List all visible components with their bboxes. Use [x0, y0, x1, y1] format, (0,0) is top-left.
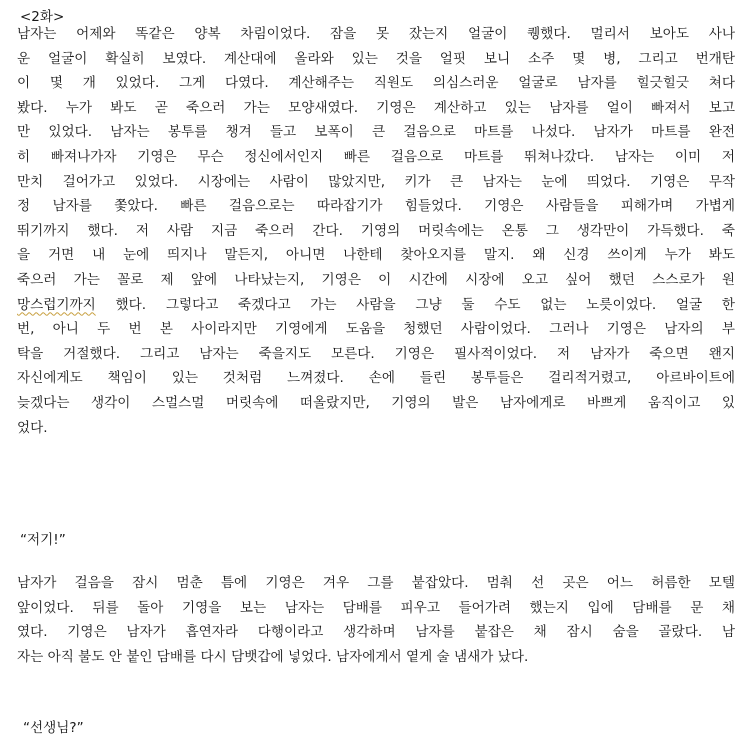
text-line: 남자는 어제와 똑같은 양복 차림이었다. 잠을 못 잤는지 얼굴이 퀭했다. 멀리서 보아도 사나 [17, 26, 735, 42]
dialogue-quote-2: “선생님?” [23, 720, 84, 736]
text-line: 남자가 걸음을 잠시 멈춘 틈에 기영은 겨우 그를 붙잡았다. 멈춰 선 곳은 어느 허름한 모텔 [17, 575, 735, 591]
text-line: 탁을 거절했다. 그리고 남자는 죽을지도 모른다. 기영은 필사적이었다. 저 남자가 죽으면 왠지 [17, 345, 735, 362]
text-line: 자는 아직 불도 안 붙인 담배를 다시 담뱃갑에 넣었다. 남자에게서 옅게 술 냄새가 났다. [17, 648, 529, 665]
spellcheck-underline: 망스럽기까지 [17, 296, 96, 313]
text-line: 만치 걸어가고 있었다. 시장에는 사람이 많았지만, 키가 큰 남자는 눈에 띄었다. 기영은 무작 [17, 173, 735, 190]
text-line: 었다. [17, 419, 48, 436]
chapter-heading: <2화> [20, 9, 65, 25]
text-line: 뛰기까지 했다. 저 사람 지금 죽으러 간다. 기영의 머릿속에는 온통 그 생각만이 가득했다. 죽 [17, 222, 735, 239]
text-line: 히 빠져나가자 기영은 무슨 정신에서인지 빠른 걸음으로 마트를 뛰쳐나갔다. 남자는 이미 저 [17, 148, 735, 165]
text-line: 운 얼굴이 확실히 보였다. 계산대에 올라와 있는 것을 얼핏 보니 소주 몇 병, 그리고 번개탄 [17, 50, 735, 67]
text-line: 죽으러 가는 꼴로 제 앞에 나타났는지, 기영은 이 시간에 시장에 오고 싶어 했던 스스로가 원 [17, 271, 735, 288]
text-line: 봤다. 누가 봐도 곧 죽으러 가는 모양새였다. 기영은 계산하고 있는 남자를 얼이 빠져서 보고 [17, 99, 735, 116]
text-line: 만 있었다. 남자는 봉투를 챙겨 들고 보폭이 큰 걸음으로 마트를 나섰다. 남자가 마트를 완전 [17, 124, 735, 141]
text-line: 앞이었다. 뒤를 돌아 기영을 보는 남자는 담배를 피우고 들어가려 했는지 입에 담배를 문 채 [17, 599, 735, 616]
text-line: 망스럽기까지 했다. 그렇다고 죽겠다고 가는 사람을 그냥 둘 수도 없는 노릇이었다. 얼굴 한 [17, 296, 735, 313]
paragraph-2 [17, 571, 735, 669]
text-line: 늦겠다는 생각이 스멀스멀 머릿속에 떠올랐지만, 기영의 발은 남자에게로 바쁘게 움직이고 있 [17, 394, 735, 411]
dialogue-quote-1: “저기!” [20, 532, 66, 548]
text-line: 였다. 기영은 남자가 흡연자라 다행이라고 생각하며 남자를 붙잡은 채 잠시 숨을 골랐다. 남 [17, 624, 735, 641]
paragraph-1 [17, 22, 735, 440]
text-line: 을 거면 내 눈에 띄지나 말든지, 아니면 나한테 찾아오지를 말지. 왜 신경 쓰이게 누가 봐도 [17, 247, 735, 264]
text-line: 번, 아니 두 번 본 사이라지만 기영에게 도움을 청했던 사람이었다. 그러나 기영은 남자의 부 [17, 321, 735, 338]
text-line: 자신에게도 책임이 있는 것처럼 느껴졌다. 손에 들린 봉투들은 걸리적거렸고, 아르바이트에 [17, 370, 735, 387]
text-line: 이 몇 개 있었다. 그게 다였다. 계산해주는 직원도 의심스러운 얼굴로 남자를 힐긋힐긋 쳐다 [17, 75, 735, 92]
text-line: 정 남자를 쫓았다. 빠른 걸음으로는 따라잡기가 힘들었다. 기영은 사람들을 피해가며 가볍게 [17, 198, 735, 215]
